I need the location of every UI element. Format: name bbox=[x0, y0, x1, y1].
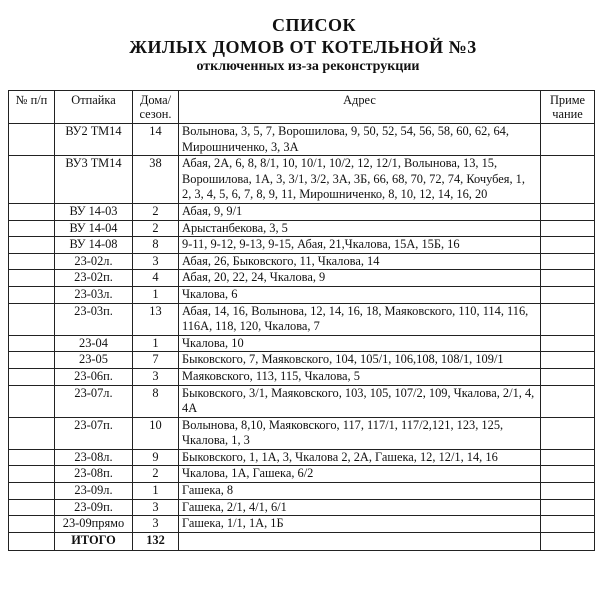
cell-count: 3 bbox=[133, 368, 179, 385]
cell-count: 3 bbox=[133, 516, 179, 533]
cell-source: 23-03п. bbox=[55, 303, 133, 335]
header-num: № п/п bbox=[9, 91, 55, 124]
cell-num bbox=[9, 368, 55, 385]
table-row bbox=[9, 466, 595, 483]
table-row bbox=[9, 253, 595, 270]
total-label: ИТОГО bbox=[55, 532, 133, 550]
cell-source: 23-09прямо bbox=[55, 516, 133, 533]
cell-note bbox=[541, 270, 595, 287]
cell-address: Быковского, 1, 1А, 3, Чкалова 2, 2А, Гашека, 12, 12/1, 14, 16 bbox=[179, 449, 541, 466]
cell-source: 23-09л. bbox=[55, 483, 133, 500]
table-row bbox=[9, 303, 595, 335]
cell-num bbox=[9, 220, 55, 237]
cell-count: 10 bbox=[133, 417, 179, 449]
cell-count: 2 bbox=[133, 466, 179, 483]
header-note: Приме чание bbox=[541, 91, 595, 124]
cell-source: 23-08л. bbox=[55, 449, 133, 466]
cell-num bbox=[9, 516, 55, 533]
document-title: СПИСОК bbox=[271, 15, 357, 35]
cell-count: 3 bbox=[133, 499, 179, 516]
cell-count: 2 bbox=[133, 220, 179, 237]
cell-source: 23-07л. bbox=[55, 385, 133, 417]
table-row bbox=[9, 417, 595, 449]
total-count: 132 bbox=[133, 532, 179, 550]
cell-address: Арыстанбекова, 3, 5 bbox=[179, 220, 541, 237]
cell-note bbox=[541, 499, 595, 516]
cell-note bbox=[541, 417, 595, 449]
header-source: Отпайка bbox=[55, 91, 133, 124]
table-row bbox=[9, 124, 595, 156]
cell-note bbox=[541, 516, 595, 533]
table-row bbox=[9, 516, 595, 533]
cell-count: 38 bbox=[133, 156, 179, 204]
cell-source: ВУ 14-03 bbox=[55, 203, 133, 220]
cell-address: Абая, 26, Быковского, 11, Чкалова, 14 bbox=[179, 253, 541, 270]
cell-address: Чкалова, 6 bbox=[179, 286, 541, 303]
cell-count: 14 bbox=[133, 124, 179, 156]
cell-num bbox=[9, 286, 55, 303]
cell-source: 23-08п. bbox=[55, 466, 133, 483]
cell-num bbox=[9, 352, 55, 369]
cell-num bbox=[9, 303, 55, 335]
cell-num bbox=[9, 156, 55, 204]
cell-num bbox=[9, 449, 55, 466]
cell-count: 8 bbox=[133, 237, 179, 254]
cell-note bbox=[541, 303, 595, 335]
cell-note bbox=[541, 335, 595, 352]
table-row bbox=[9, 499, 595, 516]
cell-num bbox=[9, 203, 55, 220]
cell-address: Маяковского, 113, 115, Чкалова, 5 bbox=[179, 368, 541, 385]
cell-num bbox=[9, 124, 55, 156]
cell-source: 23-02л. bbox=[55, 253, 133, 270]
table-row bbox=[9, 237, 595, 254]
table-row bbox=[9, 156, 595, 204]
document-subtitle: ЖИЛЫХ ДОМОВ ОТ КОТЕЛЬНОЙ №3 bbox=[129, 37, 477, 57]
cell-note bbox=[541, 286, 595, 303]
cell-note bbox=[541, 253, 595, 270]
cell-note bbox=[541, 368, 595, 385]
cell-count: 3 bbox=[133, 253, 179, 270]
cell-count: 9 bbox=[133, 449, 179, 466]
cell-num bbox=[9, 417, 55, 449]
table-header-row bbox=[9, 91, 595, 124]
houses-table bbox=[8, 90, 595, 551]
cell-num bbox=[9, 237, 55, 254]
table-row bbox=[9, 352, 595, 369]
cell-address: Чкалова, 1А, Гашека, 6/2 bbox=[179, 466, 541, 483]
table-row bbox=[9, 368, 595, 385]
cell-source: 23-05 bbox=[55, 352, 133, 369]
document-caption: отключенных из-за реконструкции bbox=[196, 59, 420, 74]
cell-note bbox=[541, 352, 595, 369]
cell-count: 13 bbox=[133, 303, 179, 335]
cell-num bbox=[9, 270, 55, 287]
cell-count: 7 bbox=[133, 352, 179, 369]
table-body bbox=[9, 124, 595, 551]
cell-address: Чкалова, 10 bbox=[179, 335, 541, 352]
total-note-empty bbox=[541, 532, 595, 550]
table-row bbox=[9, 335, 595, 352]
cell-count: 1 bbox=[133, 286, 179, 303]
cell-address: Волынова, 8,10, Маяковского, 117, 117/1, 117/2,121, 123, 125, Чкалова, 1, 3 bbox=[179, 417, 541, 449]
cell-count: 1 bbox=[133, 483, 179, 500]
cell-note bbox=[541, 203, 595, 220]
cell-num bbox=[9, 483, 55, 500]
cell-count: 2 bbox=[133, 203, 179, 220]
cell-note bbox=[541, 483, 595, 500]
cell-source: ВУ 14-08 bbox=[55, 237, 133, 254]
cell-num bbox=[9, 253, 55, 270]
cell-num bbox=[9, 385, 55, 417]
cell-source: 23-06п. bbox=[55, 368, 133, 385]
cell-source: 23-09п. bbox=[55, 499, 133, 516]
cell-note bbox=[541, 220, 595, 237]
cell-address: Абая, 14, 16, Волынова, 12, 14, 16, 18, Маяковского, 110, 114, 116, 116А, 118, 120, Чкалова, 7 bbox=[179, 303, 541, 335]
cell-count: 8 bbox=[133, 385, 179, 417]
cell-num bbox=[9, 499, 55, 516]
table-row bbox=[9, 385, 595, 417]
cell-source: ВУ2 ТМ14 bbox=[55, 124, 133, 156]
cell-source: ВУ3 ТМ14 bbox=[55, 156, 133, 204]
total-row bbox=[9, 532, 595, 550]
cell-address: Быковского, 7, Маяковского, 104, 105/1, 106,108, 108/1, 109/1 bbox=[179, 352, 541, 369]
cell-note bbox=[541, 156, 595, 204]
title-block bbox=[0, 14, 600, 76]
cell-source: ВУ 14-04 bbox=[55, 220, 133, 237]
cell-address: Абая, 9, 9/1 bbox=[179, 203, 541, 220]
total-address-empty bbox=[179, 532, 541, 550]
cell-note bbox=[541, 449, 595, 466]
cell-source: 23-04 bbox=[55, 335, 133, 352]
cell-address: Гашека, 2/1, 4/1, 6/1 bbox=[179, 499, 541, 516]
table-row bbox=[9, 286, 595, 303]
cell-address: Быковского, 3/1, Маяковского, 103, 105, 107/2, 109, Чкалова, 2/1, 4, 4А bbox=[179, 385, 541, 417]
cell-num bbox=[9, 335, 55, 352]
cell-note bbox=[541, 466, 595, 483]
cell-address: Абая, 20, 22, 24, Чкалова, 9 bbox=[179, 270, 541, 287]
total-empty-cell bbox=[9, 532, 55, 550]
cell-source: 23-02п. bbox=[55, 270, 133, 287]
cell-address: Волынова, 3, 5, 7, Ворошилова, 9, 50, 52, 54, 56, 58, 60, 62, 64, Мирошниченко, 3, 3А bbox=[179, 124, 541, 156]
cell-address: Гашека, 8 bbox=[179, 483, 541, 500]
cell-source: 23-03л. bbox=[55, 286, 133, 303]
cell-count: 4 bbox=[133, 270, 179, 287]
cell-address: Абая, 2А, 6, 8, 8/1, 10, 10/1, 10/2, 12, 12/1, Волынова, 13, 15, Ворошилова, 1А, 3, 3/1, 3/2, 3А, 3Б, 66, 68, 70, 72, 74, Кочубея, 1, 2, 3, 4, 5, 6, 7, 8, 9, 11, Мирошниченко, 8, 10, 12, 14, 16, 20 bbox=[179, 156, 541, 204]
cell-count: 1 bbox=[133, 335, 179, 352]
cell-source: 23-07п. bbox=[55, 417, 133, 449]
table-row bbox=[9, 220, 595, 237]
cell-num bbox=[9, 466, 55, 483]
table-row bbox=[9, 449, 595, 466]
cell-address: 9-11, 9-12, 9-13, 9-15, Абая, 21,Чкалова, 15А, 15Б, 16 bbox=[179, 237, 541, 254]
cell-note bbox=[541, 124, 595, 156]
table-row bbox=[9, 270, 595, 287]
table-row bbox=[9, 483, 595, 500]
cell-note bbox=[541, 385, 595, 417]
header-count: Дома/ сезон. bbox=[133, 91, 179, 124]
cell-note bbox=[541, 237, 595, 254]
table-row bbox=[9, 203, 595, 220]
cell-address: Гашека, 1/1, 1А, 1Б bbox=[179, 516, 541, 533]
header-address: Адрес bbox=[179, 91, 541, 124]
